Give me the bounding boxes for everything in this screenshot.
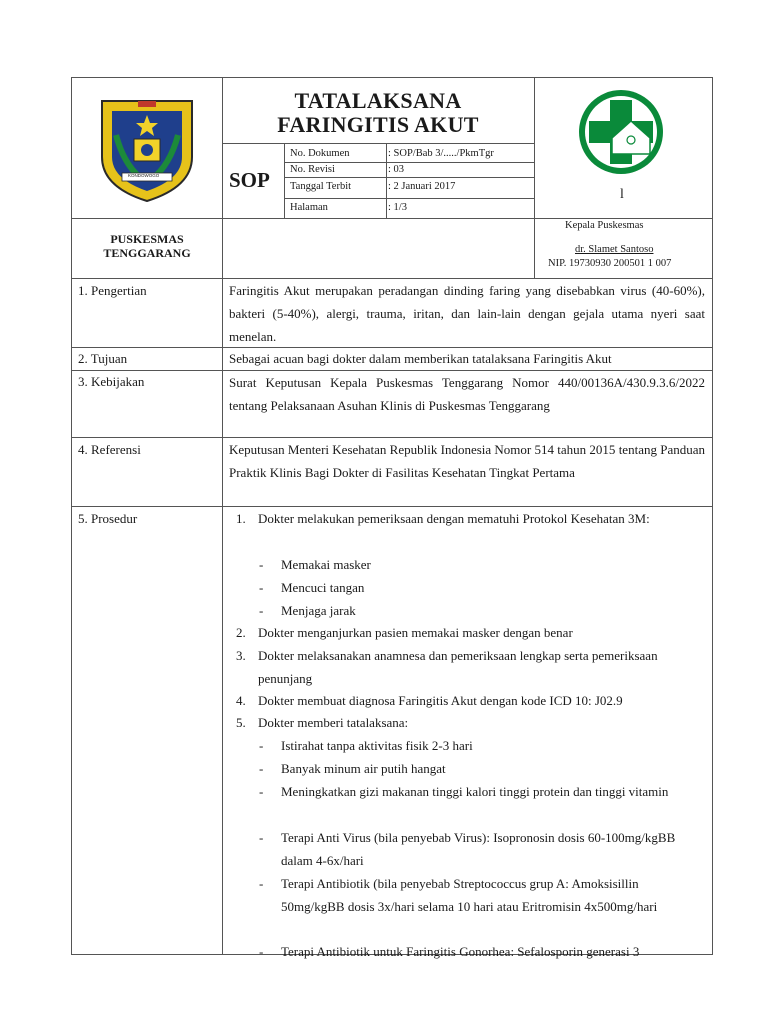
meta-row-line-3 xyxy=(284,198,534,199)
border-right xyxy=(712,77,713,955)
border-top xyxy=(71,77,713,78)
header-divider xyxy=(71,218,713,219)
sub-item-masker: Memakai masker xyxy=(281,557,371,572)
dash: - xyxy=(259,784,264,799)
document-title-line-1: TATALAKSANA xyxy=(294,88,462,113)
meta-value-tanggal: : 2 Januari 2017 xyxy=(388,181,456,192)
sop-divider xyxy=(284,143,285,218)
row-label-pengertian: 1. Pengertian xyxy=(78,283,147,298)
step-text-2: Dokter menganjurkan pasien memakai masker dengan benar xyxy=(258,625,573,640)
row-label-tujuan: 2. Tujuan xyxy=(78,351,128,366)
sub-item-cuci-tangan: Mencuci tangan xyxy=(281,580,365,595)
step-text-5: Dokter memberi tatalaksana: xyxy=(258,715,409,730)
row-label-kebijakan: 3. Kebijakan xyxy=(78,374,145,389)
header-right-divider xyxy=(534,77,535,278)
puskesmas-name-line-2: TENGGARANG xyxy=(103,246,191,260)
meta-value-halaman: : 1/3 xyxy=(388,202,407,213)
dash: - xyxy=(259,580,264,595)
meta-label-tanggal: Tanggal Terbit xyxy=(290,181,352,192)
meta-row-line-1 xyxy=(284,162,534,163)
step-number-5: 5. xyxy=(236,715,246,730)
step-text-3: Dokter melaksanakan anamnesa dan pemeriksaan lengkap serta pemeriksaan penunjang xyxy=(258,648,658,686)
row-label-referensi: 4. Referensi xyxy=(78,442,141,457)
puskesmas-name-line-1: PUSKESMAS xyxy=(110,232,184,246)
dash: - xyxy=(259,830,264,845)
sop-label: SOP xyxy=(229,168,270,192)
kebijakan-text: Surat Keputusan Kepala Puskesmas Tenggarang Nomor 440/00136A/430.9.3.6/2022 tentang Pelaksanaan Asuhan Klinis di Puskesmas Tenggarang xyxy=(229,375,705,413)
kepala-name: dr. Slamet Santoso xyxy=(575,244,654,255)
meta-row-line-2 xyxy=(284,177,534,178)
sub-item-jaga-jarak: Menjaga jarak xyxy=(281,603,356,618)
puskesmas-logo xyxy=(576,88,666,176)
sub-item-anti-virus: Terapi Anti Virus (bila penyebab Virus): Isopronosin dosis 60-100mg/kgBB dalam 4-6x/hari xyxy=(281,830,676,868)
row-label-prosedur: 5. Prosedur xyxy=(78,511,138,526)
meta-divider xyxy=(386,143,387,218)
sub-item-antibiotik-strep: Terapi Antibiotik (bila penyebab Streptococcus grup A: Amoksisillin 50mg/kgBB dosis 3x/hari selama 10 hari atau Eritromisin 4x500mg/hari xyxy=(281,876,658,914)
dash: - xyxy=(259,876,264,891)
dash: - xyxy=(259,557,264,572)
step-text-1: Dokter melakukan pemeriksaan dengan mematuhi Protokol Kesehatan 3M: xyxy=(258,511,650,526)
step-number-4: 4. xyxy=(236,693,246,708)
meta-label-revisi: No. Revisi xyxy=(290,164,335,175)
step-number-3: 3. xyxy=(236,648,246,663)
dash: - xyxy=(259,738,264,753)
dash: - xyxy=(259,944,264,959)
kepala-nip: NIP. 19730930 200501 1 007 xyxy=(548,258,672,269)
meta-label-halaman: Halaman xyxy=(290,202,328,213)
pengertian-text: Faringitis Akut merupakan peradangan dinding faring yang disebabkan virus (40-60%), bakteri (5-40%), alergi, trauma, iritan, dan lain-lain dengan gejala utama nyeri saat menelan. xyxy=(229,283,705,344)
border-left xyxy=(71,77,72,955)
sub-item-gizi: Meningkatkan gizi makanan tinggi kalori tinggi protein dan tinggi vitamin xyxy=(281,784,669,799)
dash: - xyxy=(259,761,264,776)
signature-mark: l xyxy=(620,187,624,202)
tujuan-text: Sebagai acuan bagi dokter dalam memberikan tatalaksana Faringitis Akut xyxy=(229,351,612,366)
step-number-2: 2. xyxy=(236,625,246,640)
document-title-line-2: FARINGITIS AKUT xyxy=(277,112,479,137)
regency-crest-logo xyxy=(94,95,200,205)
crest-ribbon-text: KONDOWOGO xyxy=(128,173,160,178)
kepala-label: Kepala Puskesmas xyxy=(565,220,644,231)
meta-label-dokumen: No. Dokumen xyxy=(290,148,350,159)
referensi-text: Keputusan Menteri Kesehatan Republik Indonesia Nomor 514 tahun 2015 tentang Panduan Praktik Klinis Bagi Dokter di Fasilitas Kesehatan Tingkat Pertama xyxy=(229,442,705,480)
dash: - xyxy=(259,603,264,618)
title-divider xyxy=(222,143,534,144)
step-number-1: 1. xyxy=(236,511,246,526)
column-divider xyxy=(222,77,223,955)
meta-value-revisi: : 03 xyxy=(388,164,405,175)
sub-item-antibiotik-gonorhea: Terapi Antibiotik untuk Faringitis Gonorhea: Sefalosporin generasi 3 xyxy=(281,944,640,959)
step-text-4: Dokter membuat diagnosa Faringitis Akut dengan kode ICD 10: J02.9 xyxy=(258,693,623,708)
sub-item-minum-air: Banyak minum air putih hangat xyxy=(281,761,446,776)
sub-item-istirahat: Istirahat tanpa aktivitas fisik 2-3 hari xyxy=(281,738,473,753)
meta-value-dokumen: : SOP/Bab 3/...../PkmTgr xyxy=(388,148,494,159)
